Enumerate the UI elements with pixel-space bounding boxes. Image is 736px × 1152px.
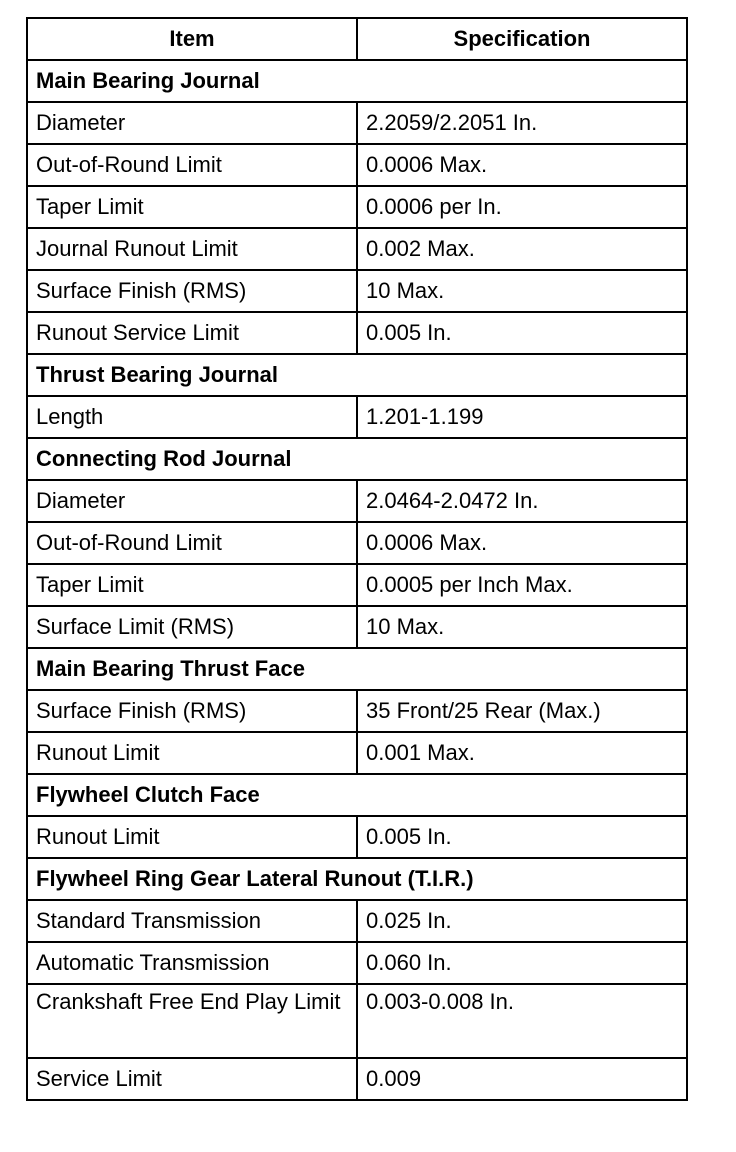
section-heading: Thrust Bearing Journal — [27, 354, 687, 396]
specification-cell: 0.0006 Max. — [357, 522, 687, 564]
item-cell: Runout Limit — [27, 732, 357, 774]
section-row — [27, 60, 687, 102]
item-cell: Surface Finish (RMS) — [27, 270, 357, 312]
section-heading: Main Bearing Journal — [27, 60, 687, 102]
table-row — [27, 270, 687, 312]
specification-cell: 0.0006 per In. — [357, 186, 687, 228]
specification-cell: 0.025 In. — [357, 900, 687, 942]
item-cell: Surface Finish (RMS) — [27, 690, 357, 732]
section-row — [27, 858, 687, 900]
item-cell: Automatic Transmission — [27, 942, 357, 984]
item-cell: Journal Runout Limit — [27, 228, 357, 270]
section-row — [27, 354, 687, 396]
specification-table — [26, 17, 688, 1101]
specification-cell: 0.005 In. — [357, 312, 687, 354]
item-cell: Out-of-Round Limit — [27, 144, 357, 186]
item-cell: Out-of-Round Limit — [27, 522, 357, 564]
specification-cell: 35 Front/25 Rear (Max.) — [357, 690, 687, 732]
specification-cell: 1.201-1.199 — [357, 396, 687, 438]
section-heading: Flywheel Ring Gear Lateral Runout (T.I.R.) — [27, 858, 687, 900]
table-row — [27, 522, 687, 564]
specification-cell: 0.0006 Max. — [357, 144, 687, 186]
item-cell: Standard Transmission — [27, 900, 357, 942]
specification-cell: 0.003-0.008 In. — [357, 984, 687, 1058]
table-row — [27, 1058, 687, 1100]
table-header-row — [27, 18, 687, 60]
table-row — [27, 606, 687, 648]
section-heading: Main Bearing Thrust Face — [27, 648, 687, 690]
item-cell: Service Limit — [27, 1058, 357, 1100]
table-row — [27, 312, 687, 354]
specification-cell: 0.009 — [357, 1058, 687, 1100]
specification-cell: 2.0464-2.0472 In. — [357, 480, 687, 522]
table-row — [27, 816, 687, 858]
section-row — [27, 438, 687, 480]
table-row — [27, 690, 687, 732]
table-row — [27, 144, 687, 186]
item-cell: Taper Limit — [27, 564, 357, 606]
item-cell: Diameter — [27, 480, 357, 522]
table-row — [27, 186, 687, 228]
section-heading: Flywheel Clutch Face — [27, 774, 687, 816]
specification-cell: 10 Max. — [357, 606, 687, 648]
header-specification: Specification — [357, 18, 687, 60]
section-row — [27, 774, 687, 816]
item-cell: Crankshaft Free End Play Limit — [27, 984, 357, 1058]
item-cell: Runout Limit — [27, 816, 357, 858]
table-row — [27, 900, 687, 942]
table-row — [27, 942, 687, 984]
table-body — [27, 60, 687, 1100]
specification-cell: 2.2059/2.2051 In. — [357, 102, 687, 144]
item-cell: Surface Limit (RMS) — [27, 606, 357, 648]
item-cell: Taper Limit — [27, 186, 357, 228]
section-row — [27, 648, 687, 690]
section-heading: Connecting Rod Journal — [27, 438, 687, 480]
specification-cell: 10 Max. — [357, 270, 687, 312]
table-row — [27, 396, 687, 438]
item-cell: Runout Service Limit — [27, 312, 357, 354]
specification-cell: 0.005 In. — [357, 816, 687, 858]
specification-cell: 0.001 Max. — [357, 732, 687, 774]
item-cell: Diameter — [27, 102, 357, 144]
specification-cell: 0.060 In. — [357, 942, 687, 984]
specification-cell: 0.0005 per Inch Max. — [357, 564, 687, 606]
table-row — [27, 732, 687, 774]
specification-cell: 0.002 Max. — [357, 228, 687, 270]
header-item: Item — [27, 18, 357, 60]
table-row — [27, 480, 687, 522]
item-cell: Length — [27, 396, 357, 438]
table-row — [27, 102, 687, 144]
table-row — [27, 228, 687, 270]
table-row — [27, 564, 687, 606]
table-row — [27, 984, 687, 1058]
